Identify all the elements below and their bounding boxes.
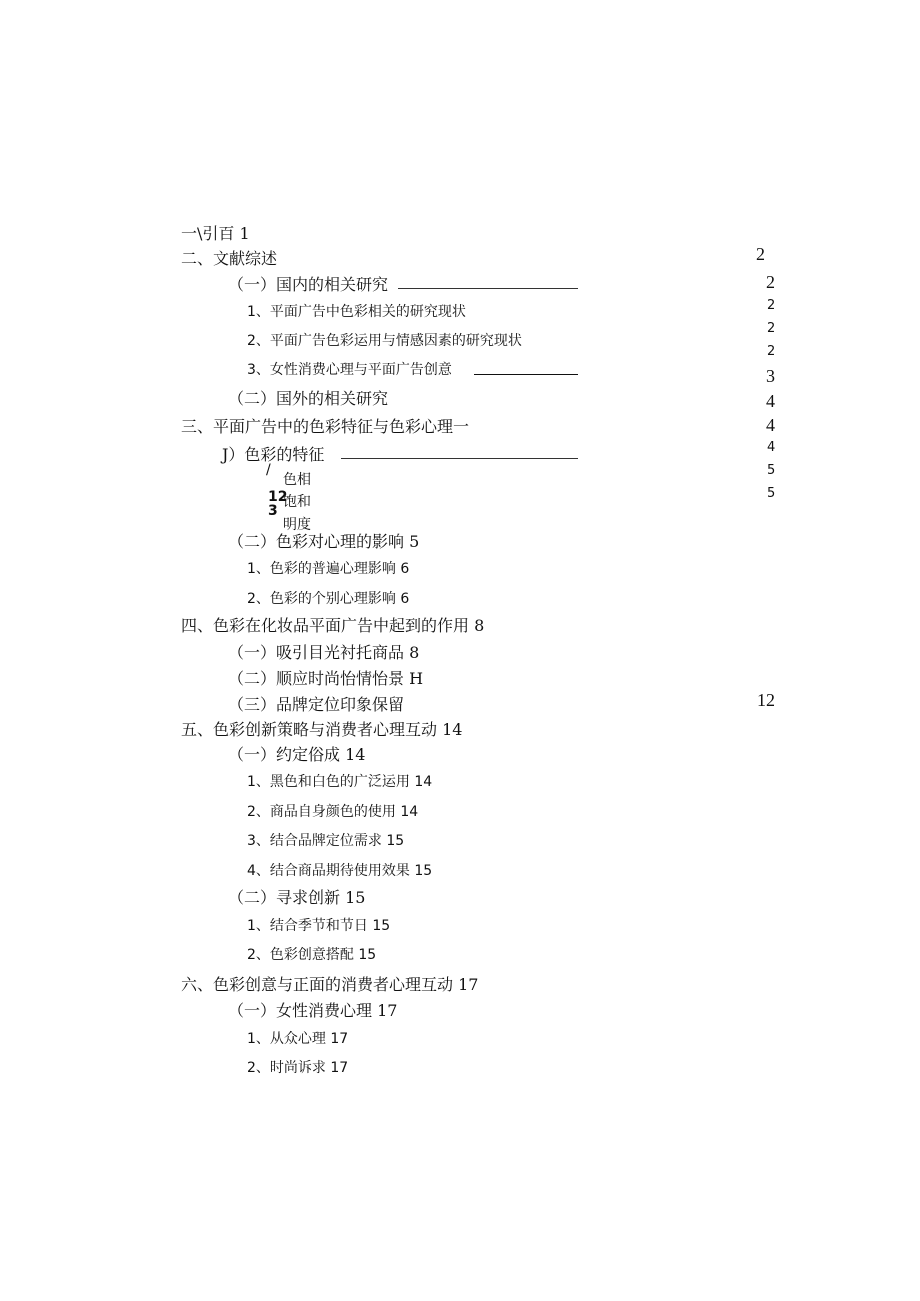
toc-entry-conformity: 1、从众心理 17	[247, 1031, 349, 1047]
toc-entry-female-psychology: （一）女性消费心理 17	[228, 1001, 398, 1020]
toc-entry-expected-effect: 4、结合商品期待使用效果 15	[247, 863, 433, 879]
toc-entry-seek-innovation: （二）寻求创新 15	[228, 888, 366, 907]
toc-overlapping-digits: 3	[268, 503, 278, 519]
toc-overlapping-digits: 12	[268, 489, 288, 505]
toc-page-number: 12	[757, 690, 775, 710]
toc-page-number: 2	[766, 272, 775, 292]
toc-entry-saturation: 饱和	[283, 494, 311, 510]
toc-entry-introduction: 一\引百 1	[181, 224, 250, 243]
toc-entry-foreign-research: （二）国外的相关研究	[228, 389, 389, 408]
toc-entry-follow-fashion: （二）顺应时尚怡情怡景 H	[228, 669, 424, 688]
toc-entry-product-color: 2、商品自身颜色的使用 14	[247, 804, 419, 820]
toc-entry-attract-attention: （一）吸引目光衬托商品 8	[228, 643, 420, 662]
toc-entry-hue: 色相	[283, 472, 311, 488]
toc-stray-mark: /	[266, 462, 271, 478]
toc-leader-line	[398, 288, 578, 289]
toc-entry-black-white: 1、黑色和白色的广泛运用 14	[247, 774, 433, 790]
toc-page-number: 4	[766, 415, 775, 435]
toc-entry-domestic-research: （一）国内的相关研究	[228, 275, 389, 294]
toc-entry-creative-matching: 2、色彩创意搭配 15	[247, 947, 377, 963]
toc-leader-line	[474, 374, 578, 375]
toc-page-number: 4	[767, 440, 776, 455]
toc-entry-color-emotion-research: 2、平面广告色彩运用与情感因素的研究现状	[247, 333, 522, 349]
toc-page-number: 2	[767, 321, 776, 336]
toc-entry-brightness-clipped	[283, 514, 323, 533]
toc-page-number: 5	[767, 486, 776, 501]
toc-entry-female-consumer-psychology: 3、女性消费心理与平面广告创意	[247, 362, 452, 378]
toc-page-number: 2	[756, 244, 765, 264]
toc-entry-color-features-chapter: 三、平面广告中的色彩特征与色彩心理一	[181, 417, 470, 436]
toc-page-number: 2	[767, 344, 776, 359]
toc-entry-individual-influence: 2、色彩的个别心理影响 6	[247, 591, 410, 607]
toc-leader-line	[341, 458, 578, 459]
toc-entry-fashion-appeal: 2、时尚诉求 17	[247, 1060, 349, 1076]
toc-page-number: 5	[767, 463, 776, 478]
toc-entry-convention: （一）约定俗成 14	[228, 745, 366, 764]
toc-entry-brightness: 明度	[283, 517, 311, 533]
toc-entry-innovation-strategy-chapter: 五、色彩创新策略与消费者心理互动 14	[181, 720, 463, 739]
toc-page-number: 4	[766, 391, 775, 411]
toc-entry-general-influence: 1、色彩的普遍心理影响 6	[247, 561, 410, 577]
toc-page-number: 3	[766, 366, 775, 386]
toc-entry-positive-interaction-chapter: 六、色彩创意与正面的消费者心理互动 17	[181, 975, 479, 994]
toc-entry-cosmetics-role-chapter: 四、色彩在化妆品平面广告中起到的作用 8	[181, 616, 485, 635]
toc-entry-seasons-holidays: 1、结合季节和节日 15	[247, 918, 391, 934]
toc-entry-brand-positioning: （三）品牌定位印象保留	[228, 695, 405, 714]
toc-entry-color-features: J）色彩的特征	[222, 445, 325, 464]
toc-entry-literature-review: 二、文献综述	[181, 249, 278, 268]
toc-entry-color-psychology-influence: （二）色彩对心理的影响 5	[228, 532, 420, 551]
toc-entry-brand-needs: 3、结合品牌定位需求 15	[247, 833, 405, 849]
toc-entry-color-research: 1、平面广告中色彩相关的研究现状	[247, 304, 466, 320]
toc-page-number: 2	[767, 298, 776, 313]
